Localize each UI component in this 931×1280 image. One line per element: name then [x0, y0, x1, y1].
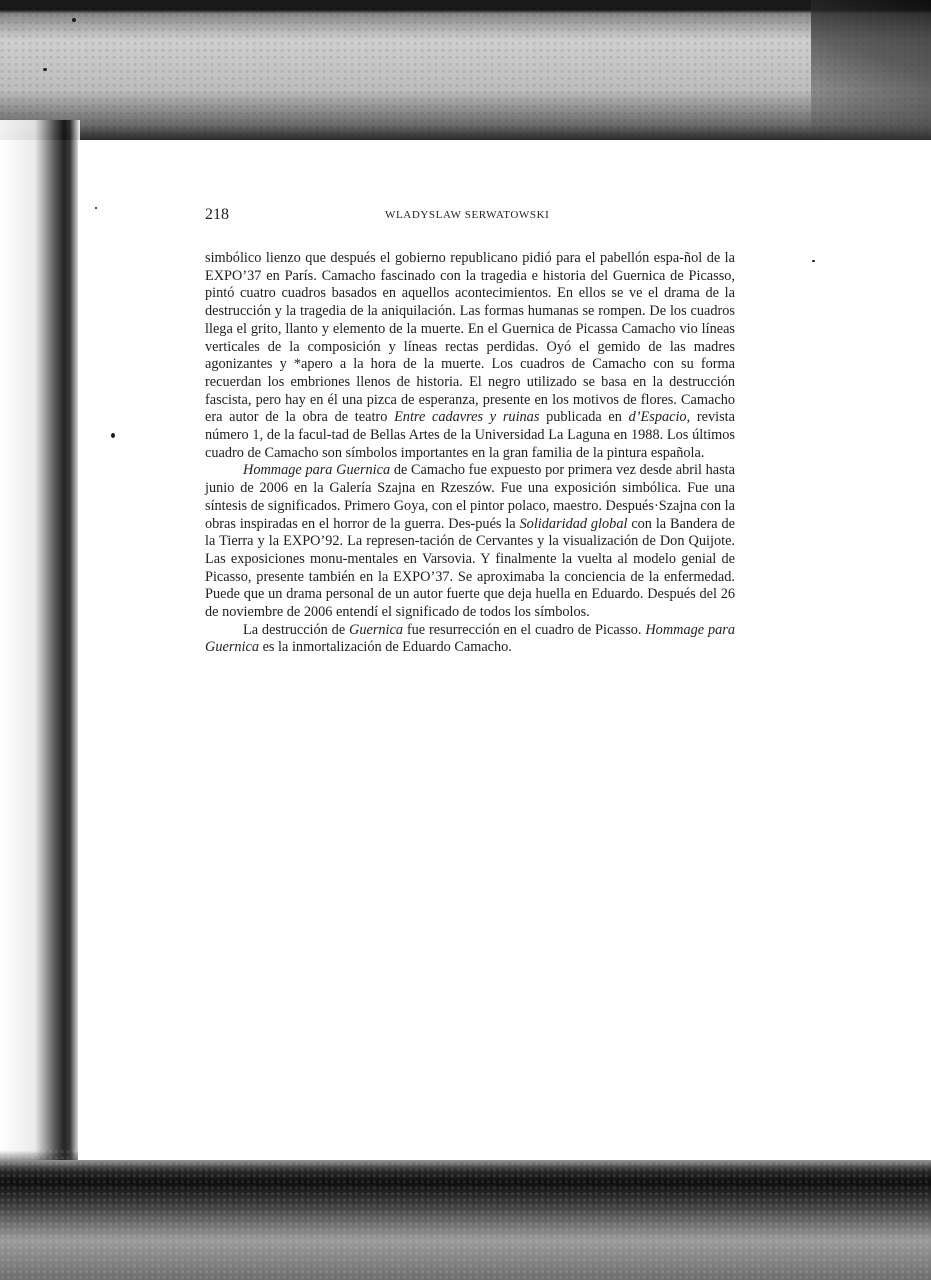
scan-speck	[43, 68, 47, 71]
paragraph-text: publicada en	[539, 409, 629, 426]
body-text	[205, 250, 735, 657]
paragraph-2	[205, 462, 735, 621]
paragraph-3	[205, 622, 735, 657]
paragraph-text: La destrucción de	[243, 621, 350, 638]
paragraph-text: es la inmortalización de Eduardo Camacho.	[259, 639, 512, 656]
scan-speck	[812, 260, 815, 262]
work-title-italic: Solidaridad global	[519, 515, 628, 532]
paragraph-text: simbólico lienzo que después el gobierno republicano pidió para el pabellón espa-ñol de la EXPO’37 en París. Camacho fascinado con la tragedia e historia del Guernica de Picasso, pintó cuatro cuadros basados en aquellos acontecimientos. En ellos se ve el drama de la destrucción y la tragedia de la aniquilación. Las formas humanas se rompen. De los cuadros llega el grito, llanto y elemento de la muerte. En el Guernica de Picassa Camacho vio líneas verticales de la composición y líneas rectas perdidas. Oyó el gemido de las madres agonizantes y *apero a la hora de la muerte. Los cuadros de Camacho con su forma recuerdan los embriones llenos de historia. El negro utilizado se basa en la destrucción fascista, pero hay en él una pizca de esperanza, presente en los motivos de flores. Camacho era autor de la obra de teatro	[205, 250, 735, 426]
work-title-italic: Entre cadavres y ruinas	[394, 409, 540, 426]
scan-bottom-edge	[0, 1150, 931, 1280]
running-title: WLADYSLAW SERWATOWSKI	[385, 209, 550, 221]
scan-speck	[95, 207, 97, 209]
work-title-italic: Guernica	[349, 621, 404, 638]
scan-speck	[72, 18, 76, 22]
paragraph-1	[205, 250, 735, 462]
paragraph-text: , revista número 1, de la facul-tad de Bellas Artes de la Universidad La Laguna en 1988. Los últimos cuadro de Camacho son símbolos importantes en la gran familia de la pintura española.	[205, 409, 735, 461]
work-title-italic: Hommage para Guernica	[243, 462, 391, 479]
scan-left-edge	[0, 120, 80, 1160]
paragraph-text: con la Bandera de la Tierra y la EXPO’92. La represen-tación de Cervantes y la visualización de Don Quijote. Las exposiciones monu-mentales en Varsovia. Y finalmente la vuelta al modelo genial de Picasso, presente también en la EXPO’37. Se aproximaba la conciencia de la enfermedad. Puede que un drama personal de un autor fuerte que deja huella en Eduardo. Después del 26 de noviembre de 2006 entendí el significado de todos los símbolos.	[205, 515, 735, 621]
work-title-italic: Hommage para Guernica	[205, 621, 735, 656]
scan-top-edge	[0, 0, 931, 140]
paragraph-text: fue resurrección en el cuadro de Picasso.	[403, 621, 646, 638]
journal-title-italic: d’Espacio	[628, 409, 687, 426]
scan-speck	[111, 433, 115, 438]
page-number: 218	[205, 206, 229, 223]
running-head	[205, 206, 745, 230]
paragraph-text: de Camacho fue expuesto por primera vez desde abril hasta junio de 2006 en la Galería Szajna en Rzeszów. Fue una exposición simbólica. Fue una síntesis de significados. Primero Goya, con el pintor polaco, maestro. Después·Szajna con la obras inspiradas en el horror de la guerra. Des-pués la	[205, 462, 735, 532]
scan-corner-shadow	[811, 0, 931, 150]
